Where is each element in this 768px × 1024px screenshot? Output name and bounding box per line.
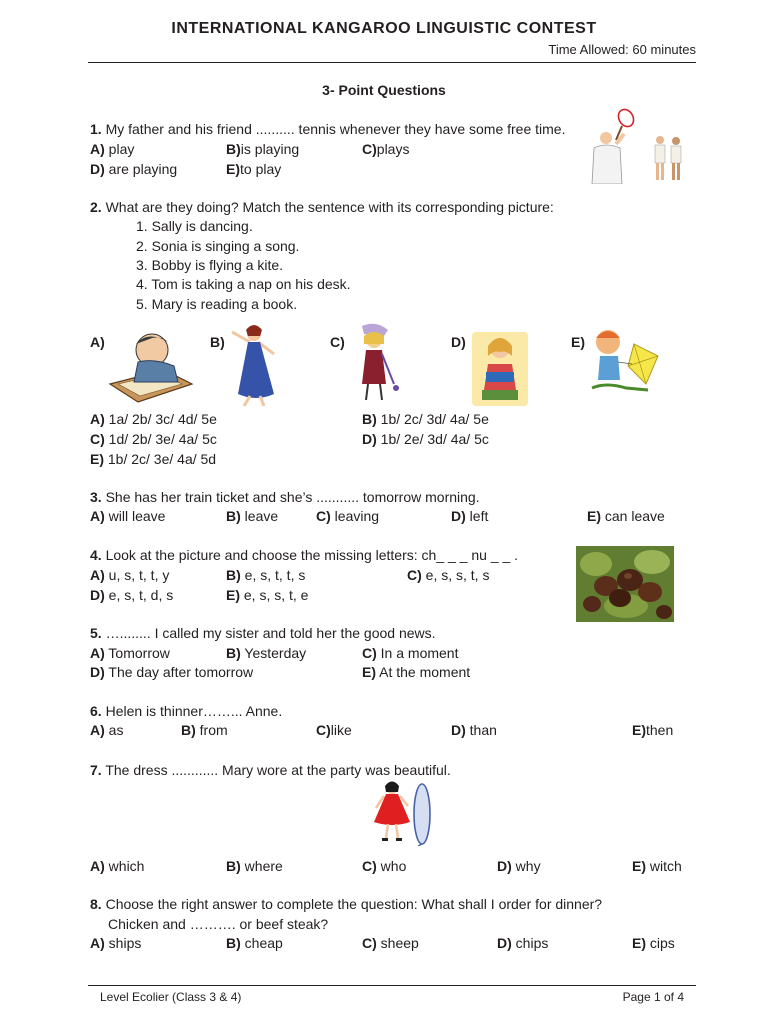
question-2	[90, 199, 554, 215]
contest-title: INTERNATIONAL KANGAROO LINGUISTIC CONTEST	[171, 20, 597, 37]
option-a[interactable]: A) will leave	[90, 508, 166, 524]
question-text: Choose the right answer to complete the question: What shall I order for dinner?	[105, 896, 603, 912]
option-b[interactable]: B) cheap	[226, 935, 283, 951]
option-d[interactable]: D) why	[497, 858, 541, 874]
tennis-players-image	[588, 108, 688, 184]
question-number: 6.	[90, 703, 102, 719]
option-e[interactable]: E) can leave	[587, 508, 665, 524]
question-3	[90, 489, 480, 505]
question-text: The dress ............ Mary wore at the party was beautiful.	[105, 762, 451, 778]
header-divider	[88, 62, 696, 63]
question-number: 3.	[90, 489, 102, 505]
option-b[interactable]: B) Yesterday	[226, 645, 307, 661]
option-d[interactable]: D) e, s, t, d, s	[90, 587, 174, 603]
question-text: What are they doing? Match the sentence with its corresponding picture:	[105, 199, 554, 215]
picture-label-b: B)	[210, 334, 225, 350]
option-b[interactable]: B)is playing	[226, 141, 300, 157]
singing-girl-image	[346, 322, 406, 406]
option-c[interactable]: C) who	[362, 858, 407, 874]
question-7	[90, 762, 451, 778]
match-item-3: 3. Bobby is flying a kite.	[136, 257, 284, 273]
chestnuts-image	[576, 546, 674, 622]
match-item-1: 1. Sally is dancing.	[136, 218, 253, 234]
question-number: 4.	[90, 547, 102, 563]
footer-divider	[88, 985, 696, 986]
question-number: 8.	[90, 896, 102, 912]
page-number: Page 1 of 4	[622, 990, 684, 1004]
option-c[interactable]: C) 1d/ 2b/ 3e/ 4a/ 5c	[90, 431, 217, 447]
section-title: 3- Point Questions	[322, 82, 446, 98]
match-item-5: 5. Mary is reading a book.	[136, 296, 298, 312]
sleeping-boy-image	[108, 326, 194, 406]
question-4	[90, 547, 518, 563]
option-d[interactable]: D) are playing	[90, 161, 178, 177]
question-number: 2.	[90, 199, 102, 215]
question-number: 5.	[90, 625, 102, 641]
option-e[interactable]: E)then	[632, 722, 674, 738]
match-item-4: 4. Tom is taking a nap on his desk.	[136, 276, 351, 292]
option-a[interactable]: A) Tomorrow	[90, 645, 170, 661]
question-text: My father and his friend .......... tennis whenever they have some free time.	[105, 121, 566, 137]
girl-mirror-image	[370, 778, 434, 846]
option-a[interactable]: A) 1a/ 2b/ 3c/ 4d/ 5e	[90, 411, 217, 427]
option-b[interactable]: B) from	[181, 722, 228, 738]
picture-label-d: D)	[451, 334, 466, 350]
question-text: She has her train ticket and she’s ........... tomorrow morning.	[105, 489, 480, 505]
kite-boy-image	[586, 324, 662, 398]
option-d[interactable]: D) 1b/ 2e/ 3d/ 4a/ 5c	[362, 431, 489, 447]
option-b[interactable]: B) leave	[226, 508, 279, 524]
option-d[interactable]: D) left	[451, 508, 489, 524]
option-d[interactable]: D) chips	[497, 935, 549, 951]
question-5	[90, 625, 436, 641]
option-c[interactable]: C) In a moment	[362, 645, 459, 661]
question-text: …........ I called my sister and told her the good news.	[105, 625, 436, 641]
option-c[interactable]: C) leaving	[316, 508, 380, 524]
picture-label-c: C)	[330, 334, 345, 350]
question-8	[90, 896, 602, 912]
question-number: 1.	[90, 121, 102, 137]
time-allowed: Time Allowed: 60 minutes	[548, 42, 696, 57]
option-d[interactable]: D) The day after tomorrow	[90, 664, 254, 680]
option-e[interactable]: E) At the moment	[362, 664, 471, 680]
question-1	[90, 121, 565, 137]
reading-girl-image	[470, 326, 530, 408]
option-c[interactable]: C)plays	[362, 141, 410, 157]
option-e[interactable]: E) cips	[632, 935, 675, 951]
option-c[interactable]: C)like	[316, 722, 352, 738]
option-b[interactable]: B) e, s, t, t, s	[226, 567, 306, 583]
question-number: 7.	[90, 762, 102, 778]
option-d[interactable]: D) than	[451, 722, 497, 738]
picture-label-e: E)	[571, 334, 585, 350]
question-text: Look at the picture and choose the missing letters: ch_ _ _ nu _ _ .	[105, 547, 519, 563]
question-text: Helen is thinner……... Anne.	[105, 703, 283, 719]
option-a[interactable]: A) u, s, t, t, y	[90, 567, 170, 583]
question-text-continued: Chicken and ………. or beef steak?	[108, 916, 329, 932]
option-c[interactable]: C) sheep	[362, 935, 419, 951]
option-a[interactable]: A) ships	[90, 935, 142, 951]
match-item-2: 2. Sonia is singing a song.	[136, 238, 300, 254]
option-a[interactable]: A) as	[90, 722, 124, 738]
footer-level: Level Ecolier (Class 3 & 4)	[100, 990, 242, 1004]
option-e[interactable]: E) witch	[632, 858, 682, 874]
question-6	[90, 703, 282, 719]
option-a[interactable]: A) play	[90, 141, 135, 157]
option-a[interactable]: A) which	[90, 858, 145, 874]
picture-label-a: A)	[90, 334, 105, 350]
option-e[interactable]: E)to play	[226, 161, 282, 177]
option-e[interactable]: E) 1b/ 2c/ 3e/ 4a/ 5d	[90, 451, 217, 467]
option-b[interactable]: B) 1b/ 2c/ 3d/ 4a/ 5e	[362, 411, 489, 427]
option-c[interactable]: C) e, s, s, t, s	[407, 567, 490, 583]
dancing-girl-image	[226, 322, 288, 408]
option-e[interactable]: E) e, s, s, t, e	[226, 587, 309, 603]
option-b[interactable]: B) where	[226, 858, 283, 874]
